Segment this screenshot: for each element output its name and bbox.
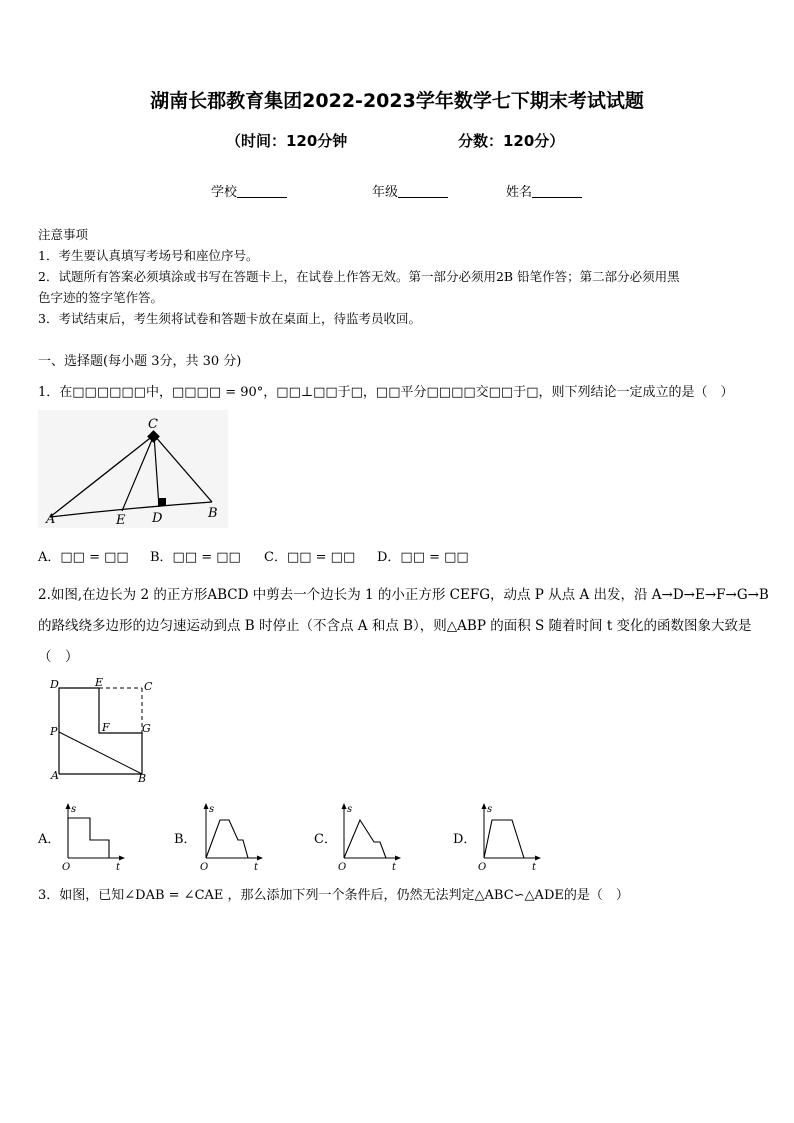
- name-field: [506, 181, 582, 200]
- y-axis-arrow: [66, 803, 71, 809]
- axis-origin: O: [338, 862, 347, 872]
- y-axis-arrow: [204, 803, 209, 809]
- question-2-text-line3: （ ）: [38, 649, 79, 665]
- axis-t: t: [532, 862, 537, 872]
- label-a: A: [51, 769, 59, 782]
- label-p: P: [50, 725, 58, 738]
- axis-t: t: [116, 862, 121, 872]
- school-label: 学校: [211, 185, 238, 200]
- question-2-text-line1: 2.如图,在边长为 2 的正方形ABCD 中剪去一个边长为 1 的小正方形 CEFG，动点 P 从点 A 出发，沿 A→D→E→F→G→B: [38, 587, 769, 603]
- q2-option-b-graph[interactable]: [196, 800, 266, 872]
- q1-option-d[interactable]: D．□□ = □□: [377, 550, 469, 565]
- label-d: D: [50, 678, 59, 691]
- question-2-text-line2: 的路线绕多边形的边匀速运动到点 B 时停止（不含点 A 和点 B），则△ABP 的面积 S 随着时间 t 变化的函数图象大致是: [38, 618, 752, 634]
- label-d: D: [152, 511, 163, 526]
- y-axis-arrow: [482, 803, 487, 809]
- school-field: [211, 181, 287, 200]
- notice-item: 2．试题所有答案必须填涂或书写在答题卡上，在试卷上作答无效。第一部分必须用2B 铅笔作答；第二部分必须用黑: [38, 269, 680, 284]
- q2-option-c-letter[interactable]: C．: [314, 832, 337, 847]
- y-axis-arrow: [342, 803, 347, 809]
- graph-curve: [484, 820, 524, 858]
- name-label: 姓名: [506, 185, 533, 200]
- label-e: E: [95, 676, 104, 689]
- page-title: 湖南长郡教育集团2022-2023学年数学七下期末考试试题: [150, 90, 644, 112]
- q1-option-a[interactable]: A．□□ = □□: [38, 550, 129, 565]
- q2-option-d-letter[interactable]: D．: [453, 832, 477, 847]
- name-blank[interactable]: [532, 185, 582, 198]
- q2-option-d-graph[interactable]: [474, 800, 544, 872]
- notice-item: 3．考试结束后，考生须将试卷和答题卡放在桌面上，待监考员收回。: [38, 311, 421, 326]
- axis-origin: O: [200, 862, 209, 872]
- graph-curve: [206, 820, 248, 858]
- q2-option-a-graph[interactable]: [58, 800, 128, 872]
- graph-curve: [68, 818, 109, 858]
- grade-blank[interactable]: [398, 185, 448, 198]
- segment-pb: [59, 732, 142, 774]
- q2-square-figure: [44, 674, 164, 786]
- label-a: A: [46, 512, 56, 527]
- section-heading: 一、选择题(每小题 3分，共 30 分): [38, 354, 242, 369]
- x-axis-arrow: [257, 856, 263, 861]
- grade-field: [372, 181, 448, 200]
- q1-option-c[interactable]: C．□□ = □□: [264, 550, 356, 565]
- label-b: B: [138, 772, 147, 785]
- axis-origin: O: [478, 862, 487, 872]
- axis-s: s: [487, 804, 493, 815]
- axis-origin: O: [62, 862, 71, 872]
- label-b: B: [208, 506, 218, 521]
- axis-t: t: [392, 862, 397, 872]
- axis-t: t: [254, 862, 259, 872]
- polygon-outline: [59, 688, 142, 774]
- label-f: F: [102, 721, 110, 734]
- graph-curve: [344, 820, 386, 858]
- q1-option-b[interactable]: B．□□ = □□: [150, 550, 241, 565]
- q2-option-a-letter[interactable]: A．: [38, 832, 61, 847]
- notice-item: 色字迹的签字笔作答。: [38, 290, 164, 305]
- q2-option-c-graph[interactable]: [334, 800, 404, 872]
- q2-option-b-letter[interactable]: B．: [174, 832, 197, 847]
- axis-s: s: [347, 804, 353, 815]
- question-1-text: 1．在□□□□□□中，□□□□ = 90°，□□⊥□□于□，□□平分□□□□交□□于□，则下列结论一定成立的是（ ）: [38, 385, 734, 400]
- axis-s: s: [71, 804, 77, 815]
- x-axis-arrow: [119, 856, 125, 861]
- figure-background: [38, 410, 228, 528]
- label-c: C: [148, 417, 158, 432]
- notice-item: 1．考生要认真填写考场号和座位序号。: [38, 248, 259, 263]
- x-axis-arrow: [395, 856, 401, 861]
- label-c: C: [144, 680, 153, 693]
- question-3-text: 3．如图，已知∠DAB = ∠CAE ，那么添加下列一个条件后，仍然无法判定△ABC∽△ADE的是（ ）: [38, 888, 629, 903]
- x-axis-arrow: [535, 856, 541, 861]
- label-g: G: [142, 722, 151, 735]
- q1-triangle-figure: [38, 410, 228, 528]
- school-blank[interactable]: [237, 185, 287, 198]
- right-angle-mark-d: [158, 498, 166, 506]
- grade-label: 年级: [372, 185, 399, 200]
- label-e: E: [116, 513, 126, 528]
- exam-score: 分数：120分）: [458, 132, 565, 150]
- exam-time: （时间：120分钟: [226, 132, 348, 150]
- axis-s: s: [209, 804, 215, 815]
- notice-heading: 注意事项: [38, 227, 89, 242]
